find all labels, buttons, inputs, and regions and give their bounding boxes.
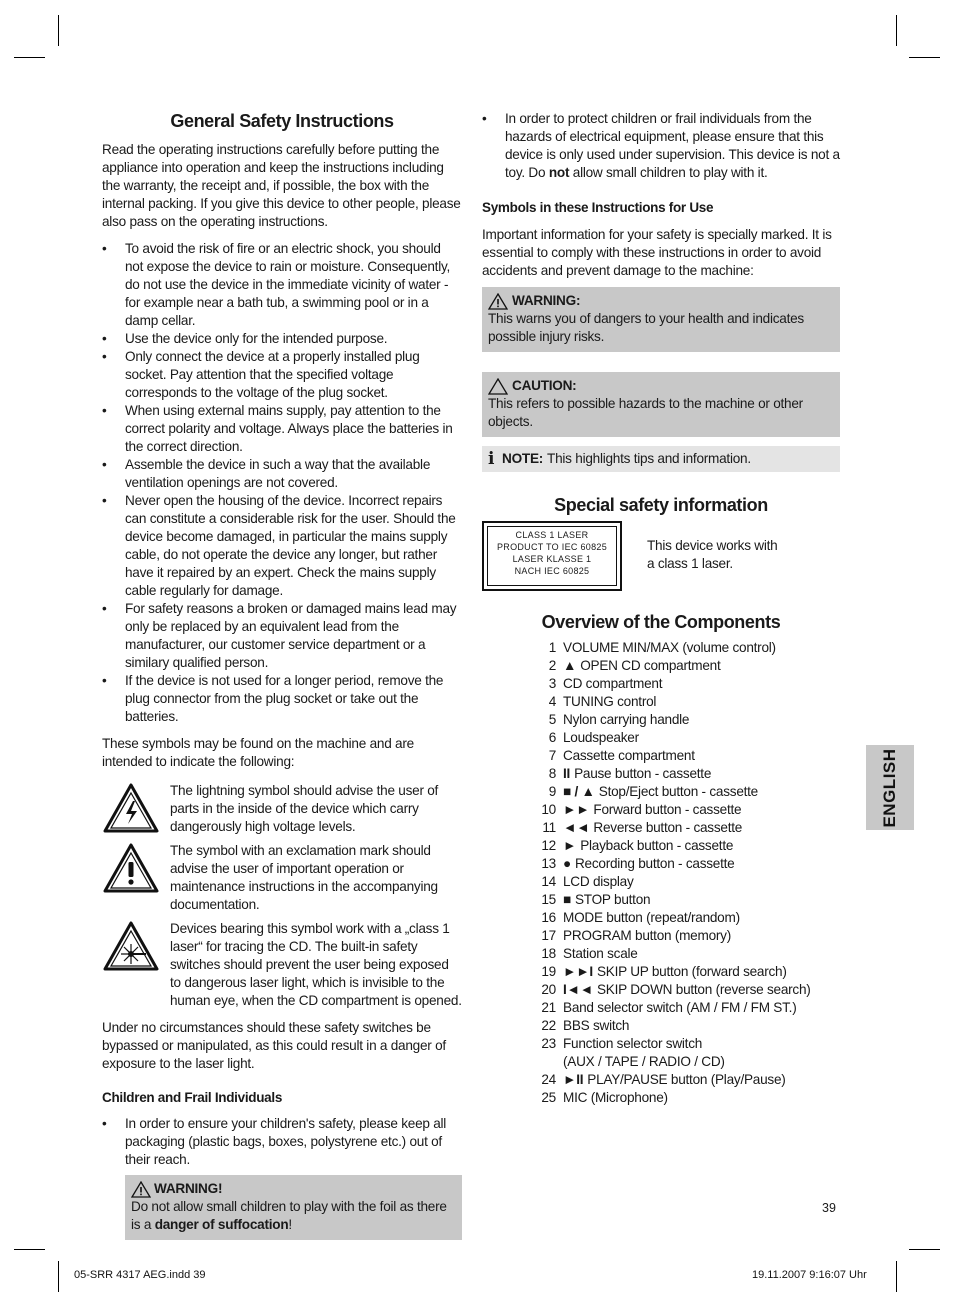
component-number: 16 [541,910,556,925]
list-item [528,909,840,927]
list-item: • For safety reasons a broken or damaged mains lead may only be replaced by an equivalent lead from the manufacturer, our customer service department or a similary qualified person. [102,600,462,672]
component-text: SKIP DOWN button (reverse search) [596,982,811,997]
warning-label: WARNING: [512,293,581,308]
list-item [528,819,840,837]
list-item [528,783,840,801]
note-box [482,446,840,472]
component-label [563,675,662,693]
component-symbol: II [563,766,571,781]
switches-paragraph: Under no circumstances should these safety switches be bypassed or manipulated, as this could result in a danger of exposure to the laser light. [102,1020,446,1071]
caution-label: CAUTION: [512,378,577,393]
list-item: • In order to protect children or frail individuals from the hazards of electrical equipment, please ensure that this device is only used under supervision. This device is not a toy. Do not allow small children to play with it. [482,110,840,182]
warning-text: Do not allow small children to play with the foil as there is a danger of suffocation! [131,1199,447,1232]
right-column [482,110,840,1107]
laser-label-line: PRODUCT TO IEC 60825 [496,542,608,552]
footer-filename: 05-SRR 4317 AEG.indd 39 [74,1269,206,1281]
list-item: • When using external mains supply, pay attention to the correct polarity and voltage. Always place the batteries in the correct direction. [102,402,462,456]
component-text: Playback button - cassette [580,838,734,853]
component-label [563,711,689,729]
component-number: 7 [548,748,556,763]
caution-box [482,372,840,437]
component-label [563,747,695,765]
component-text: STOP button [574,892,651,907]
intro-paragraph: Read the operating instructions carefully before putting the appliance into operation and keep the instructions including the warranty, the receipt and, if possible, the box with the internal packing. If you give this device to other people, please also pass on the operating instructions. [102,142,461,229]
info-icon: i [488,449,495,469]
symbols-heading: Symbols in these Instructions for Use [482,200,714,215]
component-text: Reverse button - cassette [593,820,743,835]
component-symbol: ► [563,838,577,853]
component-number: 11 [542,820,556,835]
list-item [528,927,840,945]
component-number: 24 [541,1072,556,1087]
component-text: Function selector switch [563,1036,703,1051]
component-label [563,945,638,963]
component-number: 1 [548,640,556,655]
component-label [563,981,811,999]
component-label [563,963,787,981]
warning-label: WARNING! [154,1181,223,1196]
laser-label-line: NACH IEC 60825 [514,566,590,576]
list-item [528,837,840,855]
laser-label-line: CLASS 1 LASER [515,530,589,540]
component-number: 9 [548,784,556,799]
component-symbol: I◄◄ [563,982,593,997]
component-number: 2 [548,658,556,673]
component-text: LCD display [563,874,634,889]
component-number: 22 [541,1018,556,1033]
component-label [563,909,740,927]
symbol-row-exclamation [102,842,462,914]
list-item [528,657,840,675]
component-number: 19 [541,964,556,979]
list-item [528,693,840,711]
warning-text: This warns you of dangers to your health and indicates possible injury risks. [488,311,804,344]
frail-bullet-list [482,110,840,182]
component-text: PLAY/PAUSE button (Play/Pause) [587,1072,786,1087]
children-heading: Children and Frail Individuals [102,1090,283,1105]
language-tab-label: ENGLISH [880,747,899,828]
warning-box-suffocation [125,1175,462,1240]
component-label [563,693,656,711]
component-label [563,1035,702,1053]
list-item: • If the device is not used for a longer period, remove the plug connector from the plug socket or take out the batteries. [102,672,462,726]
component-symbol: ►► [563,802,590,817]
component-label [563,801,741,819]
component-number: 3 [548,676,556,691]
component-text: (AUX / TAPE / RADIO / CD) [563,1054,725,1069]
component-text: Stop/Eject button - cassette [598,784,758,799]
component-label [563,729,639,747]
component-symbol: ►II [563,1072,584,1087]
component-label [563,1071,786,1089]
safety-bullet-list [102,240,462,726]
list-item [528,711,840,729]
component-label [563,837,733,855]
list-item [528,747,840,765]
component-text: MIC (Microphone) [563,1090,668,1105]
warning-box [482,287,840,352]
component-text: BBS switch [563,1018,630,1033]
component-number: 17 [541,928,556,943]
component-text: Pause button - cassette [574,766,712,781]
components-list [528,639,840,1107]
component-number: 4 [548,694,556,709]
component-text: Cassette compartment [563,748,695,763]
component-label [563,999,796,1017]
component-text: Forward button - cassette [593,802,742,817]
component-number: 12 [541,838,556,853]
warning-triangle-icon [488,293,508,310]
list-item [528,855,840,873]
language-tab [866,745,914,830]
list-item: • Only connect the device at a properly installed plug socket. Pay attention that the specified voltage corresponds to the voltage of the plug socket. [102,348,462,402]
component-symbol: ▲ [563,658,577,673]
component-text: SKIP UP button (forward search) [596,964,787,979]
component-number: 13 [541,856,556,871]
footer-timestamp: 19.11.2007 9:16:07 Uhr [752,1269,867,1281]
component-text: Station scale [563,946,638,961]
section-title-overview: Overview of the Components [541,612,781,632]
component-symbol: ►►I [563,964,593,979]
list-item [528,801,840,819]
symbol-text: The lightning symbol should advise the user of parts in the inside of the device which carry dangerously high voltage levels. [170,783,439,834]
list-item [528,981,840,999]
section-title-general-safety: General Safety Instructions [170,111,394,131]
note-text: This highlights tips and information. [547,451,751,466]
symbol-text: The symbol with an exclamation mark should advise the user of important operation or maintenance instructions in the accompanying documentation. [170,843,438,912]
symbol-row-lightning [102,782,462,836]
laser-label-line: LASER KLASSE 1 [512,554,592,564]
component-text: PROGRAM button (memory) [563,928,731,943]
list-item [528,873,840,891]
component-number: 5 [548,712,556,727]
list-item [528,1053,840,1071]
component-symbol: ◄◄ [563,820,590,835]
component-label [563,1017,629,1035]
lightning-warning-icon [102,782,160,834]
component-label [563,891,650,909]
component-text: Band selector switch (AM / FM / FM ST.) [563,1000,797,1015]
list-item: • Assemble the device in such a way that the available ventilation openings are not covered. [102,456,462,492]
list-item: • In order to ensure your children's safety, please keep all packaging (plastic bags, boxes, polystyrene etc.) out of their reach. [102,1115,462,1169]
page-number: 39 [822,1201,836,1215]
list-item [528,1089,840,1107]
component-label [563,639,776,657]
component-text: Loudspeaker [563,730,639,745]
component-text: TUNING control [563,694,657,709]
component-label [563,819,742,837]
component-symbol: ■ / ▲ [563,784,595,799]
component-label [563,1053,725,1071]
caution-text: This refers to possible hazards to the machine or other objects. [488,396,803,429]
component-label [563,783,758,801]
list-item [528,639,840,657]
component-text: CD compartment [563,676,663,691]
note-label: NOTE: [502,451,544,466]
component-number: 6 [548,730,556,745]
list-item [528,675,840,693]
component-number [528,1053,556,1071]
children-bullet-list [102,1115,462,1169]
component-label [563,927,731,945]
component-label [563,1089,668,1107]
component-text: VOLUME MIN/MAX (volume control) [563,640,776,655]
list-item [528,891,840,909]
list-item [528,1035,840,1053]
list-item [528,1071,840,1089]
component-symbol: ■ [563,892,571,907]
symbols-intro: These symbols may be found on the machine and are intended to indicate the following: [102,736,414,769]
list-item [528,963,840,981]
component-number: 8 [548,766,556,781]
warning-triangle-icon [131,1181,151,1198]
left-column [102,110,462,1240]
symbol-row-laser [102,920,462,1010]
exclamation-warning-icon [102,842,160,894]
section-title-special-safety: Special safety information [554,495,768,515]
list-item [528,999,840,1017]
laser-text: This device works with a class 1 laser. [647,538,778,571]
component-number: 21 [541,1000,556,1015]
list-item [528,945,840,963]
component-label [563,657,721,675]
component-label [563,855,734,873]
laser-class-label [482,521,622,591]
list-item [528,1017,840,1035]
component-label [563,765,711,783]
symbols-intro-right: Important information for your safety is specially marked. It is essential to comply with these instructions in order to avoid accidents and prevent damage to the machine: [482,227,832,278]
component-symbol: ● [563,856,571,871]
component-text: MODE button (repeat/random) [563,910,740,925]
component-number: 10 [541,802,556,817]
component-text: Nylon carrying handle [563,712,690,727]
component-label [563,873,634,891]
list-item: • Never open the housing of the device. Incorrect repairs can constitute a considerable risk for the user. Should the device become damaged, in particular the mains supply cable, do not operate the device any longer, but rather have it repaired by an expert. Check the mains supply cable regularly for damage. [102,492,462,600]
list-item [528,765,840,783]
component-number: 14 [541,874,556,889]
component-number: 15 [541,892,556,907]
list-item [528,729,840,747]
component-number: 25 [541,1090,556,1105]
list-item: • To avoid the risk of fire or an electric shock, you should not expose the device to rain or moisture. Consequently, do not use the device in the immediate vicinity of water - for example near a bath tub, a swimming pool or in a damp cellar. [102,240,462,330]
laser-row [482,521,840,591]
laser-warning-icon [102,920,160,972]
component-text: OPEN CD compartment [580,658,721,673]
symbol-text: Devices bearing this symbol work with a „class 1 laser“ for tracing the CD. The built-in safety switches should prevent the user being exposed to dangerous laser light, which is invisible to the human eye, when the CD compartment is opened. [170,921,462,1008]
component-number: 20 [541,982,556,997]
list-item: • Use the device only for the intended purpose. [102,330,462,348]
component-text: Recording button - cassette [574,856,735,871]
component-number: 23 [541,1036,556,1051]
component-number: 18 [541,946,556,961]
caution-triangle-icon [488,378,508,395]
